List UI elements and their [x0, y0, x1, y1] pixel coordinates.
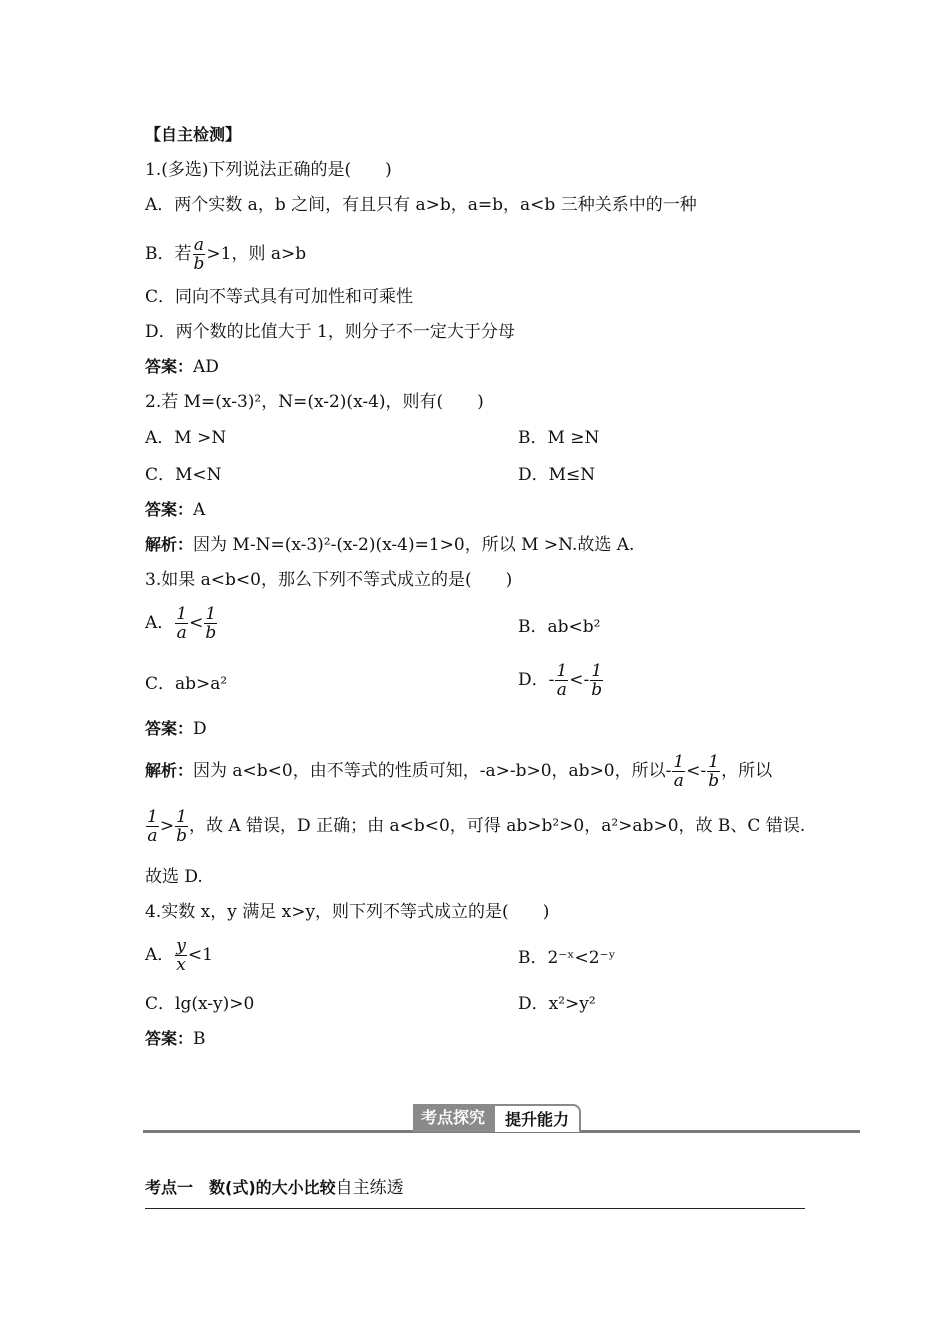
q4-option-d: D．x²>y²	[518, 994, 596, 1014]
q1-option-a: A．两个实数 a，b 之间，有且只有 a>b，a=b，a<b 三种关系中的一种	[145, 195, 697, 215]
q1-stem: 1.(多选)下列说法正确的是( )	[145, 160, 392, 180]
q3-stem: 3.如果 a<b<0，那么下列不等式成立的是( )	[145, 570, 513, 590]
q4-answer: 答案：B	[145, 1029, 206, 1049]
section-title: 考点一 数(式)的大小比较自主练透	[145, 1178, 404, 1198]
q1-option-c: C．同向不等式具有可加性和可乘性	[145, 287, 414, 307]
q2-stem: 2.若 M=(x-3)²，N=(x-2)(x-4)，则有( )	[145, 392, 484, 412]
q2-option-d: D．M≤N	[518, 465, 596, 485]
q4-option-a: A． $\frac{y}{x}$ <1	[145, 936, 213, 975]
q2-option-a: A．M >N	[145, 428, 227, 448]
banner-left: 考点探究	[413, 1104, 493, 1132]
section-heading: 【自主检测】	[145, 125, 242, 144]
q2-option-b: B．M ≥N	[518, 428, 600, 448]
q1-option-b: B．若 $\frac{a}{b}$ >1，则 a>b	[145, 235, 307, 274]
q4-option-c: C．lg(x-y)>0	[145, 994, 255, 1014]
q3-option-c: C．ab>a²	[145, 674, 228, 694]
section-banner	[413, 1104, 581, 1132]
q3-option-d: D．- $\frac{1}{a}$ <- $\frac{1}{b}$	[518, 661, 603, 700]
q4-option-b: B．2⁻ˣ<2⁻ʸ	[518, 948, 616, 968]
q2-option-c: C．M<N	[145, 465, 222, 485]
q1-option-d: D．两个数的比值大于 1，则分子不一定大于分母	[145, 322, 515, 342]
q3-option-b: B．ab<b²	[518, 617, 601, 637]
q1-answer: 答案：AD	[145, 357, 219, 377]
q3-answer: 答案：D	[145, 719, 207, 739]
q3-analysis-line1: 解析：因为 a<b<0，由不等式的性质可知，-a>-b>0，ab>0，所以- $\frac{1}{a}$ <- $\frac{1}{b}$ ，所以	[145, 752, 773, 791]
banner-right: 提升能力	[493, 1104, 581, 1132]
fraction-a-over-b: $\frac{a}{b}$	[193, 235, 205, 274]
q4-stem: 4.实数 x，y 满足 x>y，则下列不等式成立的是( )	[145, 902, 550, 922]
q2-analysis: 解析：因为 M-N=(x-3)²-(x-2)(x-4)=1>0，所以 M >N.故选 A.	[145, 535, 635, 555]
q2-answer: 答案：A	[145, 500, 206, 520]
q3-option-a: A． $\frac{1}{a}$ < $\frac{1}{b}$	[145, 604, 217, 643]
q3-analysis-line3: 故选 D.	[145, 867, 203, 887]
q3-analysis-line2: $\frac{1}{a}$ > $\frac{1}{b}$ ，故 A 错误，D 正确；由 a<b<0，可得 ab>b²>0，a²>ab>0，故 B、C 错误.	[147, 807, 806, 846]
section-rule	[145, 1208, 805, 1209]
